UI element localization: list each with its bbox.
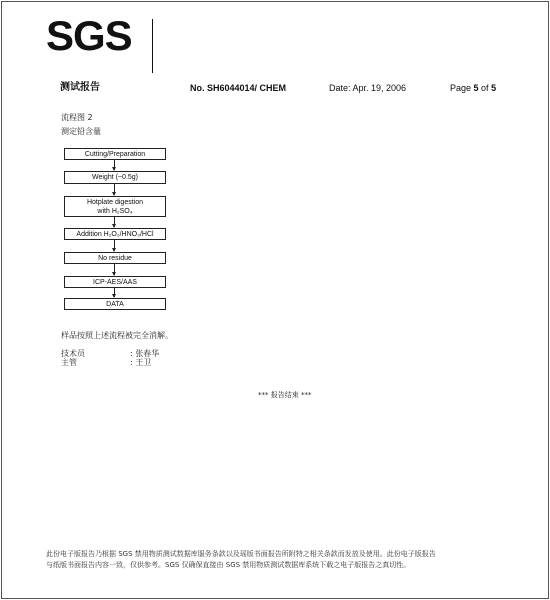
flowchart [64, 148, 166, 313]
technician-label: 技术员 [61, 349, 85, 358]
flow-step-icp [64, 276, 166, 288]
flow-arrow [114, 217, 115, 227]
flow-arrow [114, 240, 115, 251]
flow-step-no-residue [64, 252, 166, 264]
report-date: Date: Apr. 19, 2006 [329, 83, 407, 93]
footer-disclaimer-line2: 与纸版书面报告内容一致，仅供参考。SGS 仅确保直接由 SGS 禁用物质测试数据库系统下载之电子版报告之真切性。 [46, 561, 411, 569]
flow-step-label: No residue [98, 254, 132, 262]
flow-step-label: Weight (~0.5g) [92, 174, 138, 181]
logo-divider [152, 19, 153, 73]
flow-step-label: Hotplate digestion [86, 198, 144, 206]
flow-arrow [114, 288, 115, 297]
technician-name: : 张春华 [130, 349, 160, 358]
digestion-statement: 样品按照上述流程被完全消解。 [61, 331, 173, 340]
flow-step-data [64, 298, 166, 310]
flow-step-label: DATA [106, 300, 124, 308]
flow-step-cutting [64, 148, 166, 160]
flow-step-label: Addition H₂O₂/HNO₃/HCl [76, 230, 154, 238]
report-number: No. SH6044014/ CHEM [190, 83, 287, 93]
footer-disclaimer-line1: 此份电子版报告乃根据 SGS 禁用物质测试数据库服务条款以及瑶版书面报告所附特之相关条款而发放及使用。此份电子版报告 [46, 550, 436, 558]
flow-step-label: with H₂SO₄ [97, 207, 133, 215]
supervisor-label: 主管 [61, 358, 77, 367]
flow-step-digestion [64, 196, 166, 217]
sgs-logo [46, 13, 156, 61]
flow-arrow [114, 184, 115, 195]
page-prefix: Page [450, 83, 474, 93]
flow-arrow [114, 160, 115, 170]
logo-text: SGS [46, 12, 132, 59]
page-current: 5 [473, 83, 479, 93]
flowchart-label: 流程图 2 [61, 113, 93, 122]
page-indicator [450, 82, 496, 94]
end-of-report: *** 报告结束 *** [258, 391, 312, 399]
flow-step-label: ICP-AES/AAS [93, 278, 137, 286]
flow-step-label: Cutting/Preparation [84, 150, 146, 158]
page-middle: of [478, 83, 492, 93]
page-total: 5 [491, 83, 497, 93]
flow-step-weight [64, 171, 166, 184]
flow-step-addition [64, 228, 166, 240]
report-title: 测试报告 [60, 82, 100, 93]
flow-arrow [114, 264, 115, 275]
supervisor-name: : 王卫 [130, 358, 152, 367]
flowchart-title: 测定铅含量 [61, 127, 101, 136]
